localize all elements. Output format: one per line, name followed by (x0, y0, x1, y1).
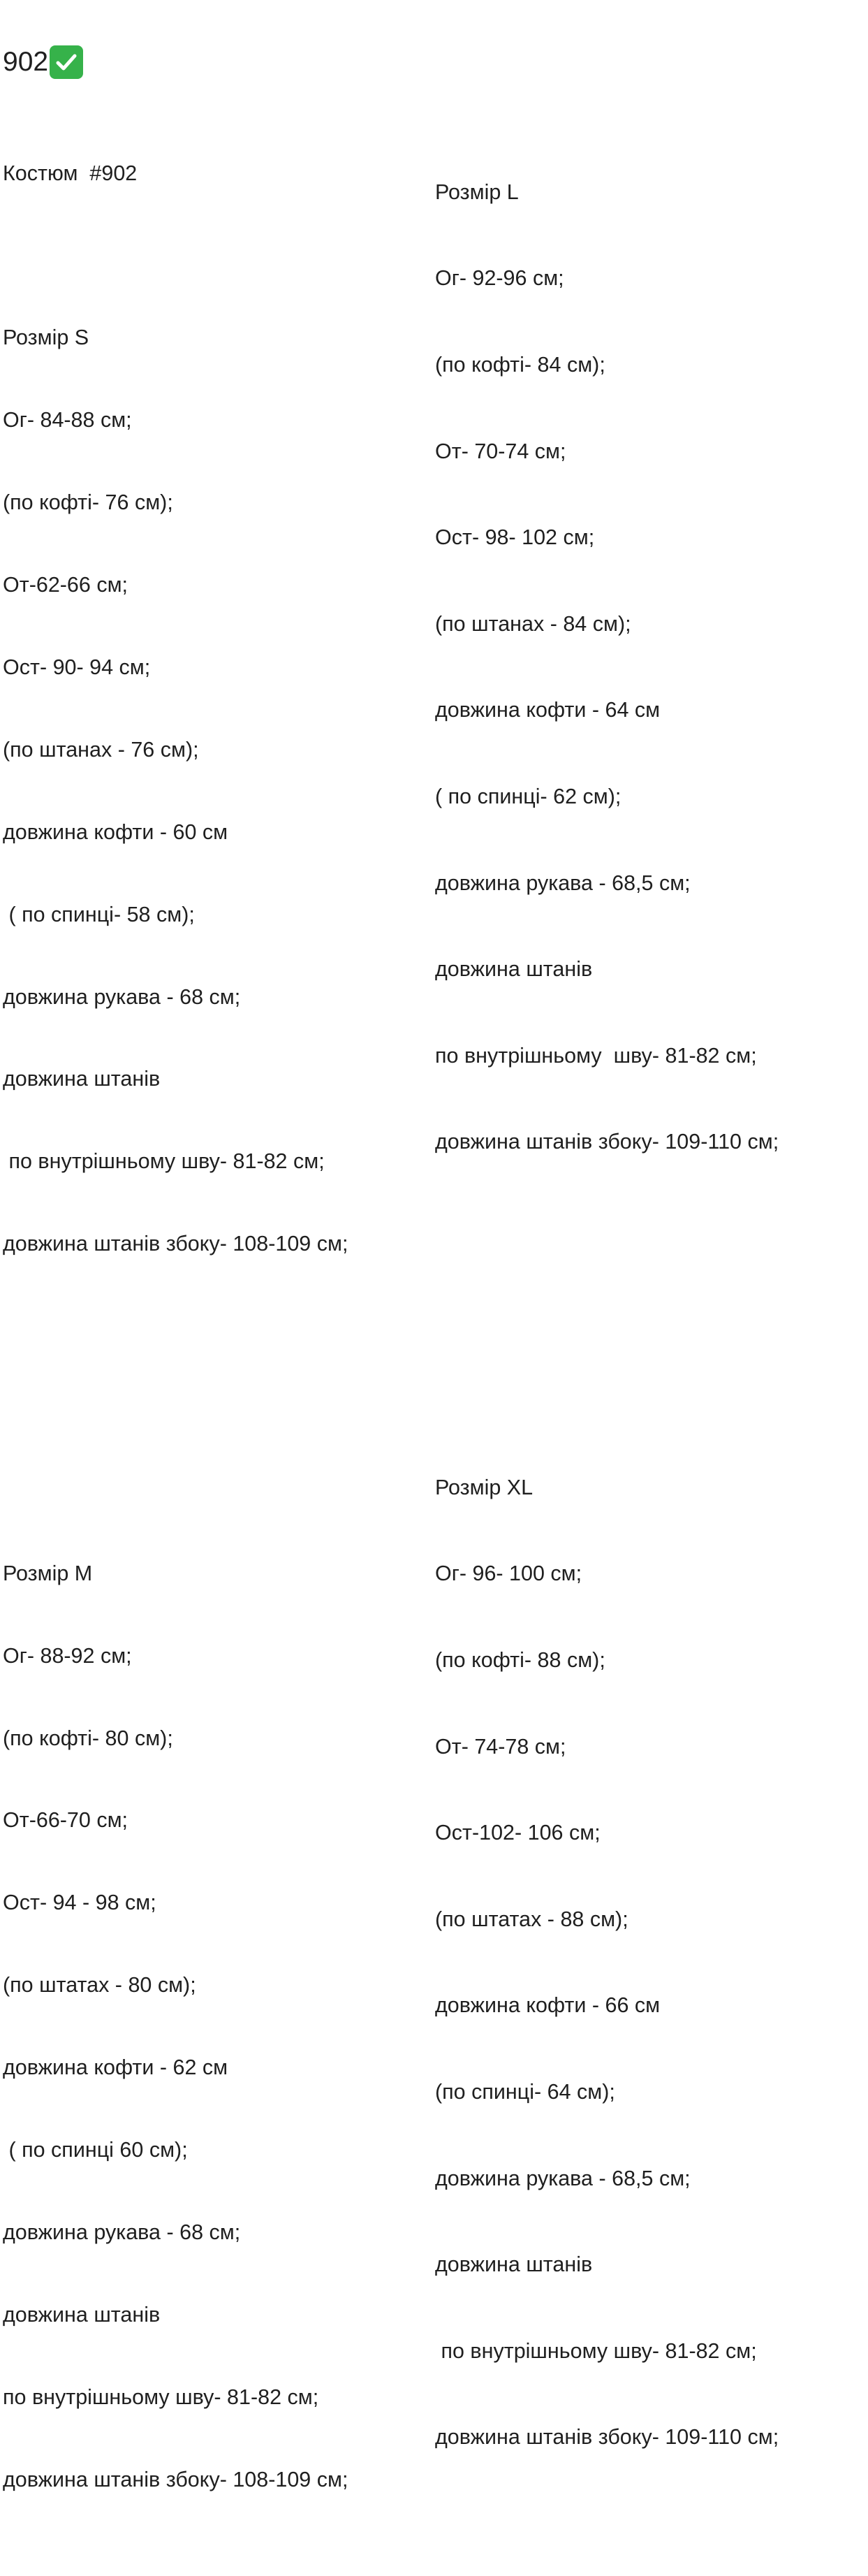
size-xl-line: Ост-102- 106 см; (435, 1821, 601, 1845)
size-s-line: Ог- 84-88 см; (3, 408, 132, 432)
size-m-line: довжина штанів збоку- 108-109 см; (3, 2467, 348, 2491)
size-s-line: ( по спинці- 58 см); (3, 902, 195, 926)
size-l-line: по внутрішньому шву- 81-82 см; (435, 1043, 757, 1068)
size-s-line: довжина рукава - 68 см; (3, 984, 241, 1009)
size-l-line: (по штанах - 84 см); (435, 611, 631, 636)
product-code-header (3, 43, 83, 81)
size-s-line: От-62-66 см; (3, 573, 128, 597)
size-xl-line: довжина штанів (435, 2253, 593, 2277)
size-m-line: Ост- 94 - 98 см; (3, 1891, 156, 1915)
size-s-line: (по штанах - 76 см); (3, 737, 199, 762)
size-m-heading: Розмір M (3, 1561, 93, 1585)
size-m-line: (по кофті- 80 см); (3, 1726, 173, 1750)
size-m-line: (по штатах - 80 см); (3, 1973, 196, 1998)
suit-title: Костюм #902 (3, 161, 138, 185)
size-m-line: От-66-70 см; (3, 1808, 128, 1833)
product-code: 902 (3, 47, 49, 77)
size-s-heading: Розмір S (3, 326, 89, 350)
size-xl-section (435, 1416, 779, 2510)
size-s-line: довжина штанів збоку- 108-109 см; (3, 1232, 348, 1256)
check-mark-button-icon (50, 45, 83, 79)
size-xl-heading: Розмір XL (435, 1475, 534, 1499)
size-l-line: довжина рукава - 68,5 см; (435, 871, 691, 895)
size-s-line: довжина штанів (3, 1067, 161, 1091)
size-l-heading: Розмір L (435, 180, 519, 204)
right-column (435, 63, 779, 2538)
size-xl-line: (по штатах - 88 см); (435, 1907, 628, 1931)
size-m-line: по внутрішньому шву- 81-82 см; (3, 2385, 319, 2409)
left-column (3, 105, 348, 2576)
size-l-line: довжина кофти - 64 см (435, 698, 661, 722)
size-l-line: ( по спинці- 62 см); (435, 784, 621, 808)
size-s-line: (по кофті- 76 см); (3, 490, 173, 515)
size-l-line: довжина штанів збоку- 109-110 см; (435, 1130, 779, 1154)
size-xl-line: довжина кофти - 66 см (435, 1993, 661, 2018)
size-l-line: Ог- 92-96 см; (435, 266, 564, 291)
size-xl-line: довжина рукава - 68,5 см; (435, 2166, 691, 2190)
size-l-line: довжина штанів (435, 957, 593, 982)
size-m-line: ( по спинці 60 см); (3, 2137, 188, 2162)
size-l-line: (по кофті- 84 см); (435, 353, 605, 377)
size-m-section (3, 1505, 348, 2548)
size-m-line: довжина кофти - 62 см (3, 2055, 228, 2080)
size-s-line: по внутрішньому шву- 81-82 см; (3, 1149, 325, 1174)
size-xl-line: От- 74-78 см; (435, 1734, 566, 1759)
size-xl-line: (по спинці- 64 см); (435, 2079, 615, 2104)
size-l-line: От- 70-74 см; (435, 439, 566, 463)
size-xl-line: Ог- 96- 100 см; (435, 1562, 582, 1586)
spacer (3, 1395, 348, 1422)
size-s-section (3, 270, 348, 1313)
size-m-line: Ог- 88-92 см; (3, 1643, 132, 1668)
size-xl-line: (по кофті- 88 см); (435, 1647, 605, 1672)
size-s-line: Ост- 90- 94 см; (3, 655, 151, 679)
size-l-line: Ост- 98- 102 см; (435, 525, 595, 550)
size-xl-line: довжина штанів збоку- 109-110 см; (435, 2425, 779, 2450)
size-l-section (435, 120, 779, 1214)
size-s-line: довжина кофти - 60 см (3, 820, 228, 844)
size-xl-line: по внутрішньому шву- 81-82 см; (435, 2338, 757, 2363)
size-m-line: довжина штанів (3, 2302, 161, 2327)
size-m-line: довжина рукава - 68 см; (3, 2220, 241, 2244)
spacer (435, 1301, 779, 1330)
